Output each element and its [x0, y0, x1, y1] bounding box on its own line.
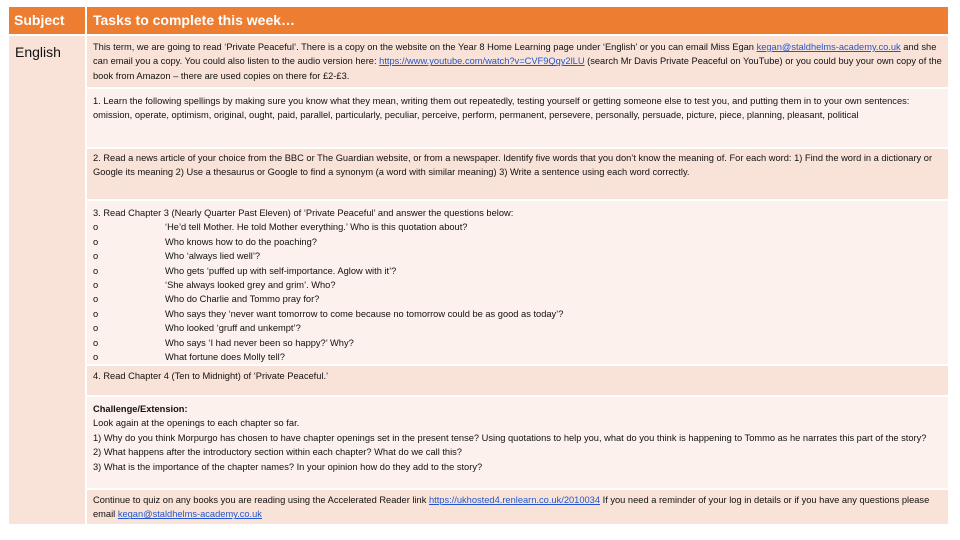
- task3-title: 3. Read Chapter 3 (Nearly Quarter Past Eleven) of ‘Private Peaceful’ and answer the questions below:: [93, 208, 514, 218]
- question-item: [93, 235, 942, 249]
- bullet-marker: o: [93, 294, 99, 305]
- task4-text: 4. Read Chapter 4 (Ten to Midnight) of ‘Private Peaceful.’: [93, 371, 329, 381]
- bullet-marker: o: [93, 280, 99, 291]
- challenge-line: 2) What happens after the introductory section within each chapter? What do we call this?: [93, 447, 462, 458]
- quiz-text-2: If you need a reminder of your log in details or if you have any questions please email: [93, 495, 930, 520]
- task2-text: 2. Read a news article of your choice from the BBC or The Guardian website, or from a newspaper. Identify five words that you don’t know the meaning of. For each word: 1) Find the word in a dictionary or Google its meaning 2) Use a thesaurus or Google to find a synonym (a word with similar meaning) 3) Write a sentence using each word correctly.: [93, 153, 933, 178]
- question-text: Who says they ‘never want tomorrow to come because no tomorrow could be as good as today’?: [165, 308, 564, 319]
- intro-text-1: This term, we are going to read ‘Private Peaceful’. There is a copy on the website on the Year 8 Home Learning page under ‘English’ or you can email Miss Egan: [93, 42, 757, 52]
- quiz-text-1: Continue to quiz on any books you are reading using the Accelerated Reader link: [93, 495, 429, 505]
- question-item: [93, 264, 942, 278]
- question-text: Who ‘always lied well’?: [165, 251, 261, 262]
- quiz-email-link[interactable]: kegan@staldhelms-academy.co.uk: [117, 509, 262, 520]
- challenge-title: Challenge/Extension:: [93, 404, 188, 414]
- question-item: [93, 321, 942, 335]
- question-item: [93, 249, 942, 263]
- question-text: Who looked ‘gruff and unkempt’?: [165, 323, 301, 334]
- question-item: [93, 350, 942, 364]
- subject-cell: English: [9, 36, 87, 524]
- intro-text-2: and she can email you a copy. You could also listen to the audio version here:: [93, 42, 937, 67]
- question-item: [93, 336, 942, 350]
- bullet-marker: o: [93, 337, 99, 348]
- quiz-cell: [87, 490, 948, 524]
- challenge-line: 1) Why do you think Morpurgo has chosen to have chapter openings set in the present tense? Using quotations to help you, what do you think is happening to Tommo as he narrates this part of the story?: [93, 432, 927, 443]
- bullet-marker: o: [93, 323, 99, 334]
- challenge-line: 3) What is the importance of the chapter names? In your opinion how do they add to the story?: [93, 461, 483, 472]
- tasks-header: Tasks to complete this week…: [93, 12, 296, 28]
- bullet-marker: o: [93, 308, 99, 319]
- bullet-marker: o: [93, 352, 99, 363]
- table-header: [9, 7, 948, 36]
- question-item: [93, 292, 942, 306]
- question-text: Who do Charlie and Tommo pray for?: [165, 294, 320, 305]
- question-item: [93, 220, 942, 234]
- question-text: ‘He’d tell Mother. He told Mother everything.’ Who is this quotation about?: [165, 222, 468, 233]
- question-text: ‘She always looked grey and grim’. Who?: [165, 280, 336, 291]
- question-text: Who knows how to do the poaching?: [165, 236, 317, 247]
- question-item: [93, 307, 942, 321]
- bullet-marker: o: [93, 222, 99, 233]
- question-list: [93, 220, 942, 364]
- youtube-link[interactable]: https://www.youtube.com/watch?v=CVF9Qgy2lLU: [379, 56, 585, 67]
- bullet-marker: o: [93, 236, 99, 247]
- intro-text-3: (search Mr Davis Private Peaceful on YouTube) or you could buy your own copy of the book from Amazon – there are used copies on there for £2-£3.: [93, 56, 942, 81]
- question-text: What fortune does Molly tell?: [165, 352, 285, 363]
- task1-cell: [87, 89, 948, 149]
- question-text: Who gets ‘puffed up with self-importance. Aglow with it’?: [165, 265, 397, 276]
- task2-cell: [87, 149, 948, 201]
- intro-cell: [87, 36, 948, 89]
- bullet-marker: o: [93, 251, 99, 262]
- tasks-column: [87, 36, 948, 524]
- task1-text: 1. Learn the following spellings by making sure you know what they mean, writing them out repeatedly, testing yourself or getting someone else to test you, and putting them in to your own sentences: omission, operate, optimism, original, ought, paid, parallel, particularly, peculiar, perceive, perform, permanent, persevere, personally, persuade, picture, piece, planning, pleasant, political: [93, 96, 910, 121]
- task3-cell: [87, 201, 948, 366]
- question-text: Who says ‘I had never been so happy?’ Why?: [165, 337, 354, 348]
- challenge-cell: [87, 397, 948, 490]
- task4-cell: [87, 366, 948, 397]
- challenge-line: Look again at the openings to each chapter so far.: [93, 418, 300, 429]
- tasks-table: [9, 7, 948, 524]
- egan-email-link[interactable]: kegan@staldhelms-academy.co.uk: [756, 42, 901, 52]
- bullet-marker: o: [93, 265, 99, 276]
- question-item: [93, 278, 942, 292]
- renlearn-link[interactable]: https://ukhosted4.renlearn.co.uk/2010034: [428, 495, 601, 505]
- subject-header: Subject: [9, 7, 87, 34]
